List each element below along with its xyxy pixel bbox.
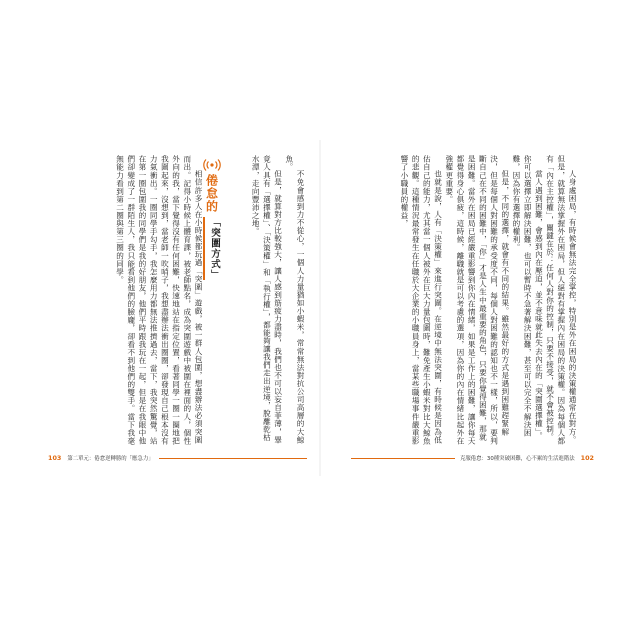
right-paragraph-3: 但是，不同的選擇，就會有不同的結果。雖然最好的方式是遇到困難趕緊解決，但是每個人對困難的承受度不同，每個人對困難的認知也不一樣，所以，要判斷自己在不同的困難中，「你」才是人生中最重要的角色，只要你覺得困難，那就是困難。當外在困局已經嚴重影響到你內在情緒，如果是工作上的困難，讓你每天都覺得身心俱疲，這時候，離職就是可以考慮的選項，因為你的內在情緒比起外在強權更重要。 [444,155,510,445]
left-page-text-top [224,155,306,445]
left-paragraph-3: 相信許多人在小時候都玩過「突圍」遊戲，被一群人包圍，想盡辦法必須突圍而出。記得小時候上體育課，被老師點名，成為突圍遊戲中被圍在裡面的人，個性外向的我，當下覺得沒有任何困難，快速地站在指定位置，看著同學一圈一圈地把我圍起來，沒想到，當老師一吹哨子，我想盡辦法衝出圈圈，卻發現自己根本沒有力氣衝出。一圈同學手勾手，我怎麼用力都無法推擠過去，當下，我突然驚覺，站在第一圈包圍我的同學們是我的好朋友，他們平時跟我玩在一起，但是在我眼中他們卻變成了一群陌生人，我只能看到他們的臉龐，卻看不到他們的雙手。當下我毫無能力看到第二圈與第三圈的同學。 [115,155,203,445]
left-paragraph-1: 不免會感到力不從心，一個人力量猶如小蝦米，常常無法對抗公司高層的大鯨魚。 [284,155,305,444]
footer-rule-right [351,458,455,459]
right-paragraph-2: 當人遇到困難，會感到內在壓迫，並不意味就此失去內在的「突圍選擇權」。你可以選擇立即解決困難，也可以暫時不急著解決困難，甚至可以完全不解決困難，因為你有選擇的權利。 [511,155,544,441]
footer-section-title: 第二單元：倦怠逆轉勝的「應急力」 [67,456,154,462]
footer-rule-left [159,458,307,459]
right-paragraph-4: 也就是說，人有「決策權」來進行突圍。在逆境中無法突圍，有時候是因為低估自己的能力，尤其當一個人被外在巨大力量包圍時，難免產生小蝦米對比大鯨魚的悲觀。這種情況最常發生在任職於大企業的小職員身上，當某些職場事件嚴重影響了小職員的權益， [399,155,443,445]
page-number-right: 102 [580,454,594,462]
right-page-text [334,155,578,445]
left-footer [42,452,312,464]
right-page [324,140,604,476]
left-page [36,140,316,476]
left-paragraph-2: 但是，就算對方比較強大，讓人感到筋疲力盡時，我們也不可以妄自菲薄，畢竟人具有「選擇權」、「決策權」和「執行權」，都能夠讓我們走出逆境，脫離乾枯水潭，走向豐沛之地。 [251,155,283,444]
book-spread [36,140,604,476]
footer-book-title: 克服倦怠：30種突破困難，心不累的生活進階法 [459,456,575,462]
book-gutter [319,140,321,476]
heading-sub: 「突圍方式」 [203,217,221,280]
right-footer [346,452,600,464]
broadcast-icon [203,158,221,172]
page-number-left: 103 [48,454,62,462]
right-paragraph-1: 人身處困局，有時候會無法完全掌控，特別是外在困局的決策權通常在對方。但是，就算無法掌握外在困局，但人絕對有掌握內在困局的決策權。因為每個人都有「內在主控權」，關鍵在於：任何人對你的控制，只要不接受，就不會被控制。 [545,155,577,445]
heading-main: 倦怠的 [204,174,219,213]
left-page-text-bottom [44,155,204,445]
